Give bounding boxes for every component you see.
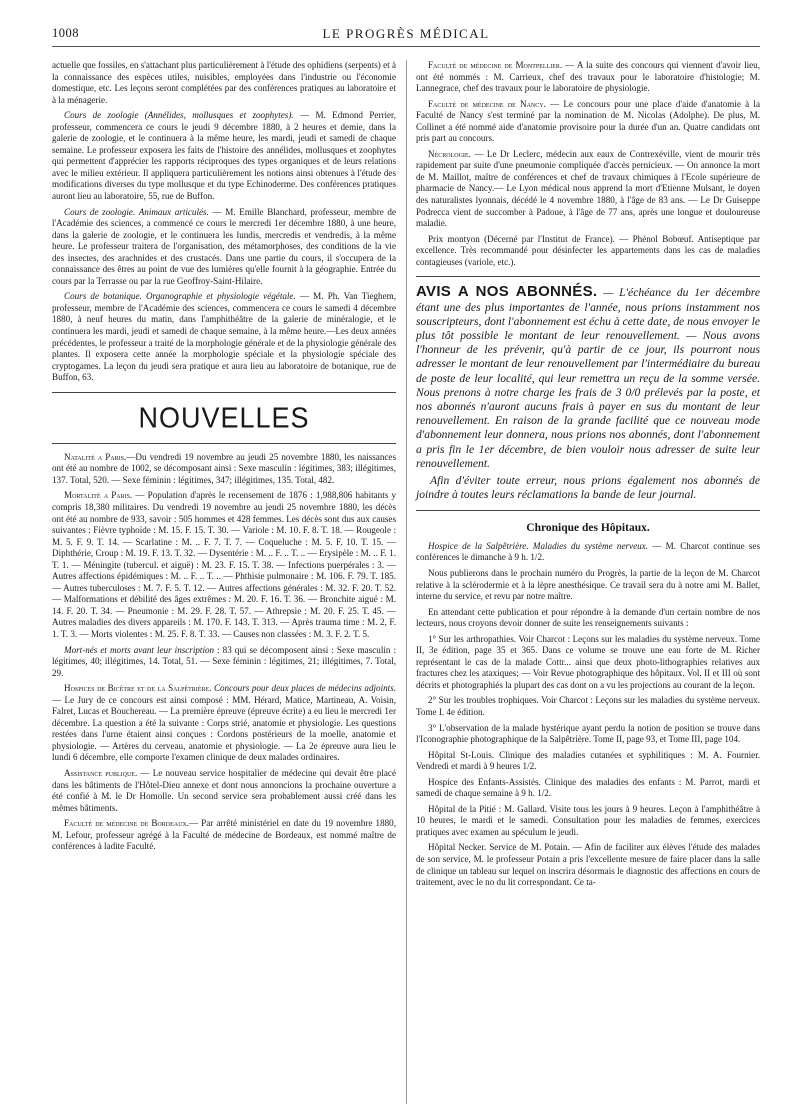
necrologie-paragraph: Nécrologie. — Le Dr Leclerc, médecin aux eaux de Contrexéville, vient de mourir très rapidement par suite d'une pneumonie compliquée d'accès pernicieux. — On annonce la mort de M. Maillot, maître de conférences et chef de travaux chimiques à l'Ecole supérieure de pharmacie de Nancy.— Le Lyon médical nous apprend la mort d'Etienne Mulsant, le doyen des naturalistes lyonnais, décédé le 4 novembre 1880, à l'âge de 83 ans. — Le Dr Guiseppe Podrecca vient de succomber à Padoue, à l'âge de 77 ans, après une longue et douloureuse maladie. [416,148,760,229]
salpetriere-paragraph-6: 3° L'observation de la malade hystérique ayant perdu la notion de position se trouve dans l'Iconographie photographique de la Salpêtrière. Tome II, page 93, et Tome III, page 104. [416,722,760,745]
hospices-paragraph: Hospices de Bicêtre et de la Salpêtrière. Concours pour deux places de médecins adjoints. — Le Jury de ce concours est ainsi composé : MM. Hérard, Matice, Martineau, A. Voisin, Falret, Lucas et Bouchereau. — La première épreuve (épreuve écrite) a eu lieu le mercredi 1er décembre. La question a été la suivante : Corps strié, anatomie et physiologie. Les questions restées dans l'urne étaient ainsi conçues : Cordons postérieurs de la moelle, anatomie et physiologie. — Artères du cerveau, anatomie et physiologie. — La 2e épreuve aura lieu le lundi 6 décembre, elle comporte l'examen clinique de deux malades ordinaires. [52,683,397,763]
right-column [416,60,760,893]
zoology-course-title: Cours de zoologie (Annélides, mollusques et zoophytes). [64,110,294,121]
nancy-paragraph: Faculté de médecine de Nancy. — Le concours pour une place d'aide d'anatomie à la Faculté de Nancy s'est terminé par la nomination de M. Nicolas (Adolphe). De plus, M. Collinet a été nommé aide d'anatomie provisoire pour la durée d'un an. Quatre candidats ont pris part au concours. [416,98,760,144]
necker-paragraph: Hôpital Necker. Service de M. Potain. — Afin de faciliter aux élèves l'étude des malades de son service, M. le professeur Potain a pris l'excellente mesure de faire placer dans la salle de clinique un tableau sur lequel on inscrira désormais le diagnostic des affections en cours de traitement, avec le no du lit correspondant. Ce ta- [416,842,760,888]
intro-paragraph: actuelle que fossiles, en s'attachant plus particulièrement à l'étude des ophidiens (serpents) et à la connaissance des espèces utiles, nuisibles, employées dans l'industrie ou l'économie domestique, etc. Les leçons seront complétées par des conférences pratiques au laboratoire et à la ménagerie. [52,60,396,105]
page-number: 1008 [52,26,79,40]
section-rule [416,510,760,511]
avis-paragraph: AVIS A NOS ABONNÉS. — L'échéance du 1er décembre étant une des plus importantes de l'année, nous prions instamment nos souscripteurs, dont l'abonnement est échu à cette date, de nous envoyer le plus tôt possible le montant de leur renouvellement. — Nous avons l'honneur de les prévenir, qu'à partir de ce jour, ils pourront nous adresser le montant de leur renouvellement par l'intermédiaire du bureau de poste de leur localité, qui leur remettra un reçu de la somme versée. Nous prenons à notre charge les frais de 3 0/0 prélevés par la poste, et nos abonnés n'auront aucuns frais à payer en sus du montant de leur renouvellement. En raison de la grande facilité que ce nouveau mode d'abonnement leur donnera, nous prions nos abonnés, dont l'abonnement a pris fin le 1er décembre, de bien vouloir nous adresser de suite leur renouvellement. [416,283,760,470]
botany-course-title: Cours de botanique. Organographie et physiologie végétale. [64,291,296,302]
zoology-course-annelides: Cours de zoologie (Annélides, mollusques et zoophytes). — M. Edmond Perrier, professeur, commencera ce cours le jeudi 9 décembre 1880, à 2 heures et demie, dans la galerie de zoologie, et le continuera à la même heure, les mardi, jeudi et samedi de chaque semaine. Le professeur exposera les faits de l'histoire des annélides, mollusques et zoophytes qui permettent d'apprécier les rapports réciproques des types organiques et de leurs relations avec le milieu extérieur. Il appliquera particulièrement les notions ainsi obtenues à l'étude des modifications diverses du type mollusque et du type Echinoderme. Des conférences pratiques auront lieu au laboratoire, 55, rue de Buffon. [52,110,396,202]
chronique-heading: Chronique des Hôpitaux. [526,522,650,535]
natalite-paragraph: Natalité a Paris.—Du vendredi 19 novembre au jeudi 25 novembre 1880, les naissances ont été au nombre de 1002, se décomposant ainsi : Sexe masculin : légitimes, 383; illégitimes, 137. Total, 520. — Sexe féminin : légitimes, 347; illégitimes, 135. Total, 482. [52,451,396,485]
st-louis-paragraph: Hôpital St-Louis. Clinique des maladies cutanées et syphilitiques : M. A. Fournier. Vendredi et mardi à 9 heures 1/2. [416,749,760,772]
page-header [52,26,760,47]
montpellier-paragraph: Faculté de médecine de Montpellier. — A la suite des concours qui viennent d'avoir lieu, ont été nommés : M. Carrieux, chef des travaux pour le laboratoire d'histologie; M. Lannegrace, chef des travaux pour le laboratoire de physiologie. [416,60,760,94]
assistance-paragraph: Assistance publique. — Le nouveau service hospitalier de médecine qui devait être placé dans les bâtiments de l'Hôtel-Dieu annexe et dont nous annoncions la prochaine ouverture a été confié à M. le Dr Homolle. Un second service sera probablement aussi créé dans les mêmes bâtiments. [52,767,396,813]
salpetriere-paragraph-4: 1° Sur les arthropathies. Voir Charcot : Leçons sur les maladies du système nerveux. Tome II, 3e édition, page 35 et 365. Dans ce volume se trouve une eau forte de M. Richer représentant le cas de la malade Cottr... ainsi que deux photo-lithographies relatives aux fractures chez les ataxiques; — Voir Revue photographique des hôpitaux. Vol. II et III où sont décrits et photographiés la plupart des cas dont on a vu les projections au courant de la leçon. [416,633,760,690]
section-rule [416,276,760,277]
salpetriere-paragraph-3: En attendant cette publication et pour répondre à la demande d'un certain nombre de nos lecteurs, nous croyons devoir donner de suite les renseignements suivants : [416,606,760,629]
salpetriere-paragraph-2: Nous publierons dans le prochain numéro du Progrès, la partie de la leçon de M. Charcot relative à la sclérodermie et à la lèpre anesthésique. Ce travail sera du à notre ami M. Ballet, interne du service, et revu par notre maître. [416,567,760,602]
botany-course: Cours de botanique. Organographie et physiologie végétale. — M. Ph. Van Tieghem, professeur, membre de l'Académie des sciences, commencera ce cours le samedi 4 décembre 1880, à neuf heures du matin, dans l'amphithéâtre de la galerie de minéralogie, et le continuera les mardi, jeudi et samedi de chaque semaine, à la même heure.—Les deux années précédentes, le professeur a traité de la morphologie générale et de la physiologie générale des plantes. Il exposera cette année la morphologie spéciale et la physiologie spéciale des cryptogames. La leçon du jeudi sera pratique et aura lieu au laboratoire de botanique, rue de Buffon, 63. [52,291,396,383]
running-title: LE PROGRÈS MÉDICAL [322,26,490,41]
salpetriere-paragraph-5: 2° Sur les troubles trophiques. Voir Charcot : Leçons sur les maladies du système nerveux. Tome I. 4e édition. [416,695,760,717]
mort-nes-paragraph: Mort-nés et morts avant leur inscription : 83 qui se décomposent ainsi : Sexe masculin : légitimes, 40; illégitimes, 14. Total, 51. — Sexe féminin : légitimes, 21; illégitimes, 7. Total, 29. [52,644,396,678]
zoology-course-2-title: Cours de zoologie. Animaux articulés. [64,206,209,217]
nouvelles-heading: NOUVELLES [138,402,310,434]
journal-page [52,26,760,1106]
column-separator [406,60,407,1104]
prix-montyon-paragraph: Prix montyon (Décerné par l'Institut de France). — Phénol Bobœuf. Antiseptique par excellence. Très recommandé pour désinfecter les appartements dans les cas de maladies contagieuses (variole, etc.). [416,233,760,267]
left-column [52,60,396,857]
bordeaux-paragraph: Faculté de médecine de Bordeaux.— Par arrêté ministériel en date du 19 novembre 1880, M. Lefour, professeur agrégé à la Faculté de médecine de Bordeaux, est nommé maître de conférences à ladite Faculté. [52,818,396,852]
salpetriere-paragraph: Hospice de la Salpêtrière. Maladies du système nerveux. — M. Charcot continue ses conférences le dimanche à 9 h. 1/2. [416,540,760,563]
mortalite-paragraph: Mortalité a Paris. — Population d'après le recensement de 1876 : 1,988,806 habitants y compris 18,380 militaires. Du vendredi 19 novembre au jeudi 25 novembre 1880, les décès ont été au nombre de 933, savoir : 505 hommes et 428 femmes. Les décès sont dus aux causes suivantes : Fièvre typhoïde : M. 15. F. 15. T. 30. — Variole : M. 10. F. 8. T. 18. — Rougeole : M. 5. F. 9. T. 14. — Scarlatine : M. .. F. 7. T. 7. — Coqueluche : M. 5. F. 10. T. 15. — Diphthérie, Croup : M. 19. F. 13. T. 32. — Dysentérie : M. .. F. .. T. .. — Erysipèle : M. .. F. 1. T. 1. — Méningite (tubercul. et aiguë) : M. 23. F. 15. T. 38. — Infections puerpérales : 3. — Autres affections épidémiques : M. .. F. .. T. .. — Phthisie pulmonaire : M. 106. F. 79. T. 185. — Autres tuberculoses : M. 7. F. 5. T. 12. — Autres affections générales : M. 32. F. 20. T. 52. — Malformations et débilité des âges extrêmes : M. 20. F. 16. T. 36. — Bronchite aiguë : M. 14. F. 20. T. 34. — Pneumonie : M. 29. F. 28. T. 57. — Athrepsie : M. 20. F. 25. T. 45. — Autres maladies des divers appareils : M. 170. F. 143. T. 313. — Après trauma time : M. 2, F. 1. T. 3. — Morts violentes : M. 25. F. 8. T. 33. — Causes non classées : M. 3. F. 2. T. 5. [52,490,397,639]
pitie-paragraph: Hôpital de la Pitié : M. Gallard. Visite tous les jours à 9 heures. Leçon à l'amphithéâtre à 10 heures, le mardi et le samedi. Consultation pour les maladies de femmes, exercices pratiques avec examen au spéculum le jeudi. [416,803,760,837]
avis-abonnes-block [416,285,760,502]
section-rule [52,443,396,444]
enfants-assistes-paragraph: Hospice des Enfants-Assistés. Clinique des maladies des enfants : M. Parrot, mardi et samedi de chaque semaine à 9 h. 1/2. [416,776,760,799]
zoology-course-articules: Cours de zoologie. Animaux articulés. — M. Emille Blanchard, professeur, membre de l'Académie des sciences, a commencé ce cours le mercredi 1er décembre 1880, à une heure, dans la galerie de zoologie, et le continuera les lundis, mercredis et vendredis, à la même heure. Le professeur traitera de l'organisation, des métamorphoses, des conditions de la vie des insectes, des arachnides et des crustacés. Dans une partie du cours, il s'occupera de la connaissance des êtres au point de vue des lumières qu'elle fournit à la géographie. Entrée du cours par la Terrasse ou par la rue Geoffroy-Saint-Hilaire. [52,206,397,286]
avis-heading: AVIS A NOS ABONNÉS. [416,283,598,301]
section-rule [52,392,396,393]
avis-paragraph-2: Afin d'éviter toute erreur, nous prions également nos abonnés de joindre à toutes leurs réclamations la bande de leur journal. [416,473,760,502]
